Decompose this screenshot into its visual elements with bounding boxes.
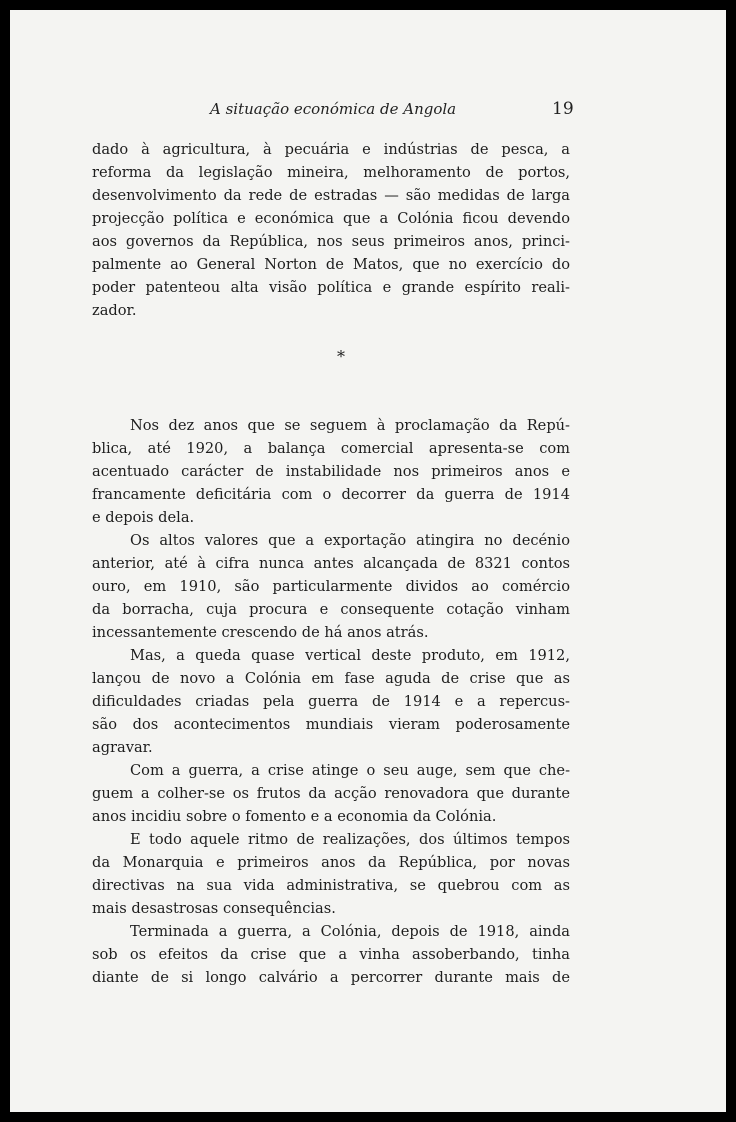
text-line: E todo aquele ritmo de realizações, dos últimos tempos (130, 831, 570, 848)
text-line: Os altos valores que a exportação atingira no decénio (130, 532, 570, 549)
paragraph-3 (92, 529, 570, 644)
text-line: Terminada a guerra, a Colónia, depois de 1918, ainda (130, 923, 570, 940)
text-line: dificuldades criadas pela guerra de 1914 e a repercus- (92, 693, 570, 710)
text-line: projecção política e económica que a Colónia ficou devendo (92, 210, 570, 227)
text-line: e depois dela. (92, 509, 195, 526)
text-line: palmente ao General Norton de Matos, que no exercício do (92, 256, 570, 273)
text-line: francamente deficitária com o decorrer da guerra de 1914 (92, 486, 570, 503)
text-line: reforma da legislação mineira, melhoramento de portos, (92, 164, 570, 181)
text-line: sob os efeitos da crise que a vinha assoberbando, tinha (92, 946, 570, 963)
text-line: Mas, a queda quase vertical deste produto, em 1912, (130, 647, 570, 664)
text-line: poder patenteou alta visão política e grande espírito reali- (92, 279, 570, 296)
text-line: são dos acontecimentos mundiais vieram poderosamente (92, 716, 570, 733)
section-separator-asterisk: * (337, 347, 345, 366)
paragraph-6 (92, 828, 570, 920)
text-line: Com a guerra, a crise atinge o seu auge, sem que che- (130, 762, 570, 779)
paragraph-1 (92, 138, 570, 322)
text-line: guem a colher-se os frutos da acção renovadora que durante (92, 785, 570, 802)
text-line: directivas na sua vida administrativa, se quebrou com as (92, 877, 570, 894)
text-line: mais desastrosas consequências. (92, 900, 336, 917)
page-header (10, 94, 726, 124)
text-line: diante de si longo calvário a percorrer durante mais de (92, 969, 570, 986)
paragraph-5 (92, 759, 570, 828)
text-line: agravar. (92, 739, 153, 756)
text-line: dado à agricultura, à pecuária e indústrias de pesca, a (92, 141, 570, 158)
text-line: incessantemente crescendo de há anos atrás. (92, 624, 429, 641)
text-line: da borracha, cuja procura e consequente cotação vinham (92, 601, 570, 618)
text-line: aos governos da República, nos seus primeiros anos, princi- (92, 233, 570, 250)
book-page (10, 10, 726, 1112)
paragraph-7 (92, 920, 570, 989)
text-line: anterior, até à cifra nunca antes alcançada de 8321 contos (92, 555, 570, 572)
text-line: acentuado carácter de instabilidade nos primeiros anos e (92, 463, 570, 480)
running-title: A situação económica de Angola (210, 100, 457, 118)
text-line: lançou de novo a Colónia em fase aguda de crise que as (92, 670, 570, 687)
text-line: ouro, em 1910, são particularmente dividos ao comércio (92, 578, 570, 595)
paragraph-2 (92, 414, 570, 529)
text-line: Nos dez anos que se seguem à proclamação da Repú- (130, 417, 570, 434)
body-text (92, 138, 570, 989)
page-number: 19 (552, 99, 574, 119)
text-line: da Monarquia e primeiros anos da República, por novas (92, 854, 570, 871)
paragraph-4 (92, 644, 570, 759)
text-line: anos incidiu sobre o fomento e a economia da Colónia. (92, 808, 497, 825)
text-line: zador. (92, 302, 137, 319)
text-line: desenvolvimento da rede de estradas — são medidas de larga (92, 187, 570, 204)
text-line: blica, até 1920, a balança comercial apresenta-se com (92, 440, 570, 457)
